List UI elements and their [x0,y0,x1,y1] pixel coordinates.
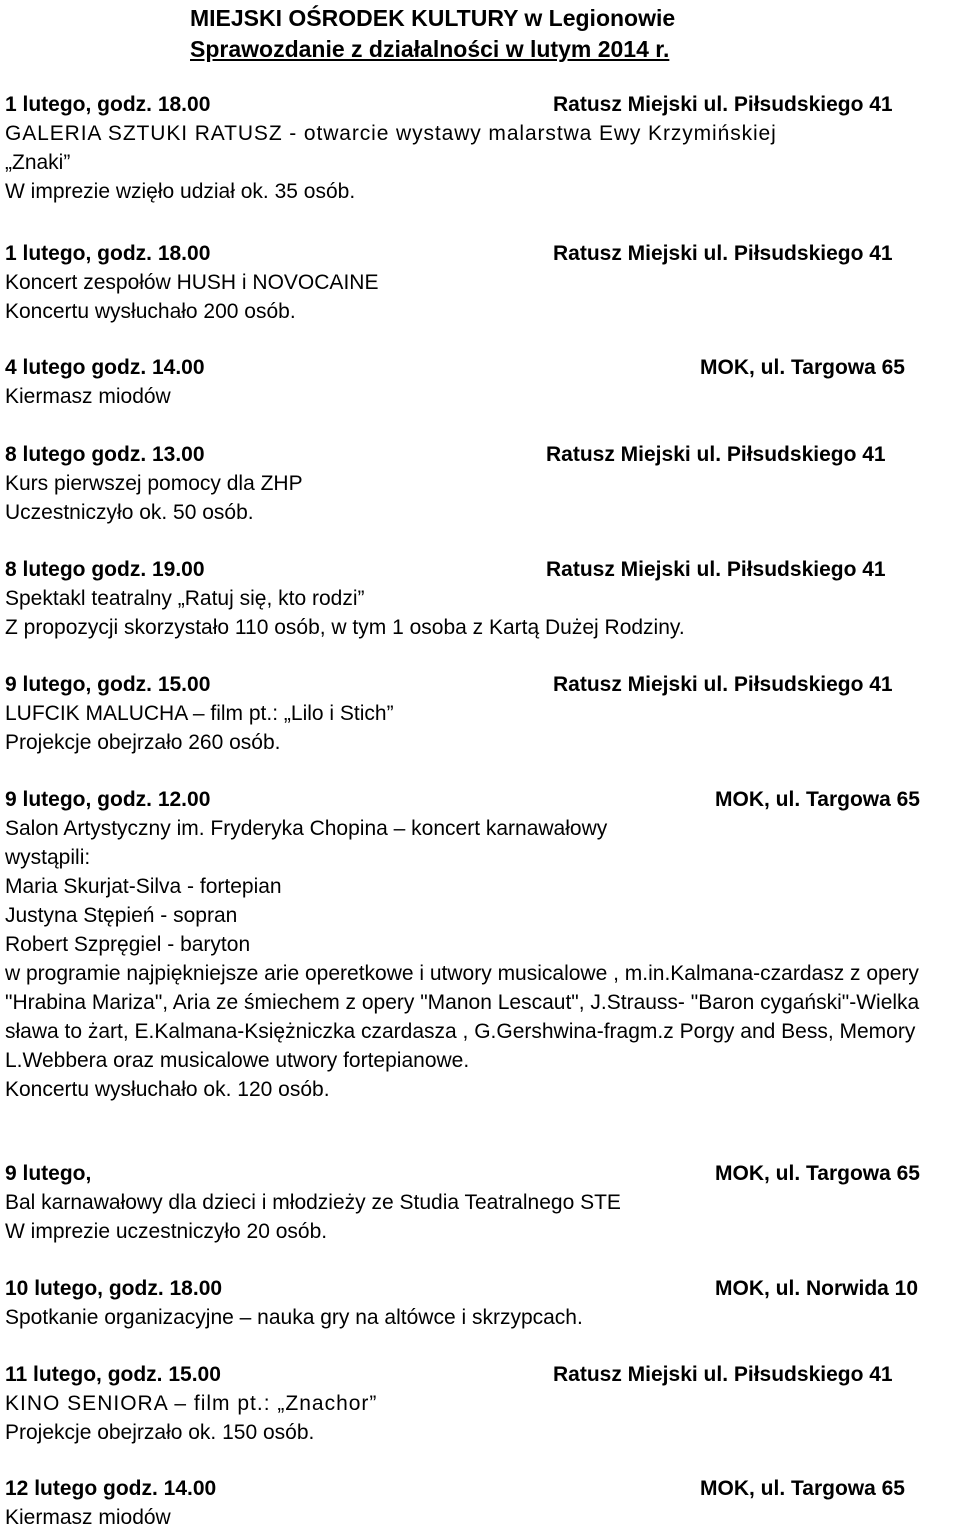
event-line: „Znaki” [5,151,71,174]
event-entry [5,785,957,1104]
document-title: MIEJSKI OŚRODEK KULTURY w Legionowie [190,5,676,31]
event-date: 9 lutego, godz. 15.00 [5,673,211,696]
event-line: Spotkanie organizacyjne – nauka gry na altówce i skrzypcach. [5,1306,583,1329]
event-entry [5,440,957,527]
event-line: Salon Artystyczny im. Fryderyka Chopina – koncert karnawałowy [5,817,608,840]
event-entry [5,1360,957,1447]
event-header-row [5,785,957,814]
event-entry [5,239,957,326]
event-header-row [5,1360,957,1389]
event-line: Projekcje obejrzało 260 osób. [5,731,281,754]
event-date: 9 lutego, [5,1162,92,1185]
event-place: Ratusz Miejski ul. Piłsudskiego 41 [546,443,886,466]
event-line: Projekcje obejrzało ok. 150 osób. [5,1421,315,1444]
event-date: 8 lutego godz. 19.00 [5,558,205,581]
event-header-row [5,1474,957,1503]
document-subtitle: Sprawozdanie z działalności w lutym 2014 r. [190,36,670,62]
event-line: W imprezie wzięło udział ok. 35 osób. [5,180,356,203]
event-entry [5,90,957,206]
event-line: Kiermasz miodów [5,1506,171,1529]
event-line: Robert Szpręgiel - baryton [5,933,251,956]
event-line: KINO SENIORA – film pt.: „Znachor” [5,1392,378,1415]
event-date: 8 lutego godz. 13.00 [5,443,205,466]
event-place: Ratusz Miejski ul. Piłsudskiego 41 [546,558,886,581]
event-date: 1 lutego, godz. 18.00 [5,93,211,116]
event-line: wystąpili: [5,846,91,869]
event-line: LUFCIK MALUCHA – film pt.: „Lilo i Stich” [5,702,394,725]
event-line: Koncert zespołów HUSH i NOVOCAINE [5,271,379,294]
event-date: 12 lutego godz. 14.00 [5,1477,217,1500]
event-place: Ratusz Miejski ul. Piłsudskiego 41 [553,93,893,116]
event-place: Ratusz Miejski ul. Piłsudskiego 41 [553,242,893,265]
event-entry [5,670,957,757]
event-header-row [5,440,957,469]
event-date: 11 lutego, godz. 15.00 [5,1363,221,1386]
event-entry [5,1159,957,1246]
event-header-row [5,555,957,584]
event-entry [5,555,957,642]
event-line: Kurs pierwszej pomocy dla ZHP [5,472,303,495]
event-place: MOK, ul. Targowa 65 [715,1162,920,1185]
event-header-row [5,670,957,699]
event-place: MOK, ul. Targowa 65 [700,356,905,379]
event-place: MOK, ul. Targowa 65 [715,788,920,811]
event-entry [5,353,957,411]
event-line: Koncertu wysłuchało ok. 120 osób. [5,1078,330,1101]
event-header-row [5,239,957,268]
event-program-text: w programie najpiękniejsze arie operetkowe i utwory musicalowe , m.in.Kalmana-czardasz z opery "Hrabina Mariza", Aria ze śmiechem z opery "Manon Lescaut", J.Strauss- "Baron cygański"-Wielka sława to żart, E.Kalmana-Księżniczka czardasza , G.Gershwina-fragm.z Porgy and Bess, Memory L.Webbera oraz musicalowe utwory fortepianowe. [5,962,920,1072]
event-date: 10 lutego, godz. 18.00 [5,1277,223,1300]
event-line: Bal karnawałowy dla dzieci i młodzieży ze Studia Teatralnego STE [5,1191,621,1214]
event-header-row [5,90,957,119]
event-place: MOK, ul. Targowa 65 [700,1477,905,1500]
event-place: Ratusz Miejski ul. Piłsudskiego 41 [553,673,893,696]
event-entry [5,1274,957,1332]
event-header-row [5,1159,957,1188]
event-line: Kiermasz miodów [5,385,171,408]
event-line: GALERIA SZTUKI RATUSZ - otwarcie wystawy malarstwa Ewy Krzymińskiej [5,122,777,145]
event-date: 9 lutego, godz. 12.00 [5,788,211,811]
event-line: Koncertu wysłuchało 200 osób. [5,300,296,323]
event-date: 4 lutego godz. 14.00 [5,356,205,379]
event-line: Uczestniczyło ok. 50 osób. [5,501,254,524]
event-place: Ratusz Miejski ul. Piłsudskiego 41 [553,1363,893,1386]
event-place: MOK, ul. Norwida 10 [715,1277,919,1300]
event-header-row [5,1274,957,1303]
event-line: Spektakl teatralny „Ratuj się, kto rodzi” [5,587,365,610]
event-line: Justyna Stępień - sopran [5,904,238,927]
event-line: W imprezie uczestniczyło 20 osób. [5,1220,328,1243]
event-line: Z propozycji skorzystało 110 osób, w tym 1 osoba z Kartą Dużej Rodziny. [5,616,685,639]
event-header-row [5,353,957,382]
event-entry [5,1474,957,1532]
event-line: Maria Skurjat-Silva - fortepian [5,875,282,898]
event-date: 1 lutego, godz. 18.00 [5,242,211,265]
